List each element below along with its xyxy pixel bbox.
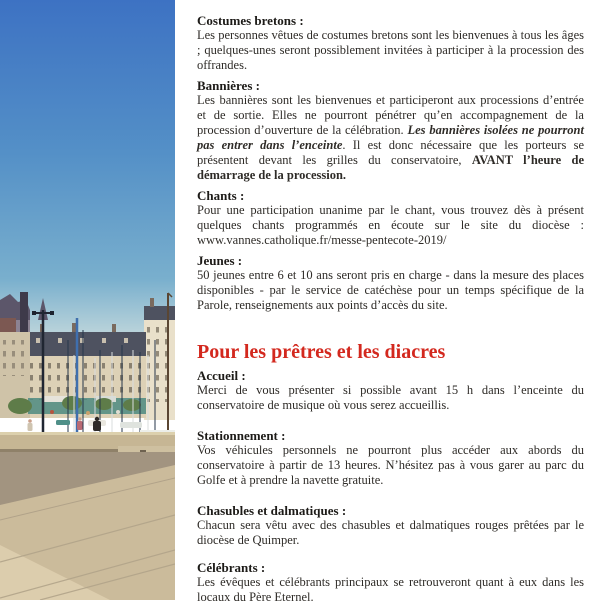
section-stationnement (197, 428, 584, 488)
section-chasubles (197, 503, 584, 548)
jeunes-body: 50 jeunes entre 6 et 10 ans seront pris en charge - dans la mesure des places disponibles - par le service de catéchèse pour un temps spécifique de la Parole, renseignements aux points d’accès du site. (197, 268, 584, 312)
section-accueil (197, 368, 584, 413)
chants-body (197, 203, 584, 248)
text-column (197, 13, 584, 605)
harbour-photo-art (0, 0, 175, 600)
accueil-heading: Accueil : (197, 368, 246, 383)
chasubles-body: Chacun sera vêtu avec des chasubles et dalmatiques rouges prêtées par le diocèse de Quimper. (197, 518, 584, 547)
harbour-photo (0, 0, 175, 600)
chants-body-text: Pour une participation unanime par le chant, vous trouvez dès à présent quelques chants programmés en écoute sur le site du diocèse : (197, 203, 584, 232)
stationnement-body: Vos véhicules personnels ne pourront plus accéder aux abords du conservatoire à partir de 13 heures. N’hésitez pas à vous garer au parc du Golfe et à prendre la navette gratuite. (197, 443, 584, 487)
chasubles-heading: Chasubles et dalmatiques : (197, 503, 347, 518)
costumes-heading: Costumes bretons : (197, 13, 304, 28)
stationnement-heading: Stationnement : (197, 428, 286, 443)
bannieres-body-text-2: . Il est donc nécessaire que les porteurs se présentent devant les grilles du conservatoire, (197, 138, 585, 167)
bannieres-heading: Bannières : (197, 78, 260, 93)
celebrants-body: Les évêques et célébrants principaux se retrouveront quant à eux dans les locaux du Père Eternel. (197, 575, 584, 604)
bannieres-body (197, 93, 584, 183)
bannieres-strong-text: AVANT l’heure de démarrage de la procession. (197, 153, 584, 182)
sky (0, 0, 175, 340)
jeunes-heading: Jeunes : (197, 253, 243, 268)
bannieres-emphasis-text: Les bannières isolées ne pourront pas entrer dans l’enceinte (197, 123, 584, 152)
celebrants-heading: Célébrants : (197, 560, 266, 575)
plaza (0, 452, 175, 600)
bannieres-body-text: Les bannières sont les bienvenues et participeront aux processions d’entrée et de sortie. Elles ne pourront pénétrer qu’en accompagnement de la procession d’ouverture de la célébration. (197, 93, 584, 137)
accueil-body: Merci de vous présenter si possible avant 15 h dans l’enceinte du conservatoire de musique où vous serez accueillis. (197, 383, 584, 412)
chants-heading: Chants : (197, 188, 245, 203)
section-jeunes (197, 253, 584, 313)
pretres-diacres-title: Pour les prêtres et les diacres (197, 341, 446, 363)
section-bannieres (197, 78, 584, 183)
section-chants (197, 188, 584, 248)
section-costumes-bretons (197, 13, 584, 73)
section-celebrants (197, 560, 584, 605)
costumes-body: Les personnes vêtues de costumes bretons sont les bienvenues à tous les âges ; quelques-unes seront possiblement invitées à participer à la procession des offrandes. (197, 28, 584, 72)
diocese-website-url: www.vannes.catholique.fr/messe-pentecote-2019/ (197, 233, 447, 247)
